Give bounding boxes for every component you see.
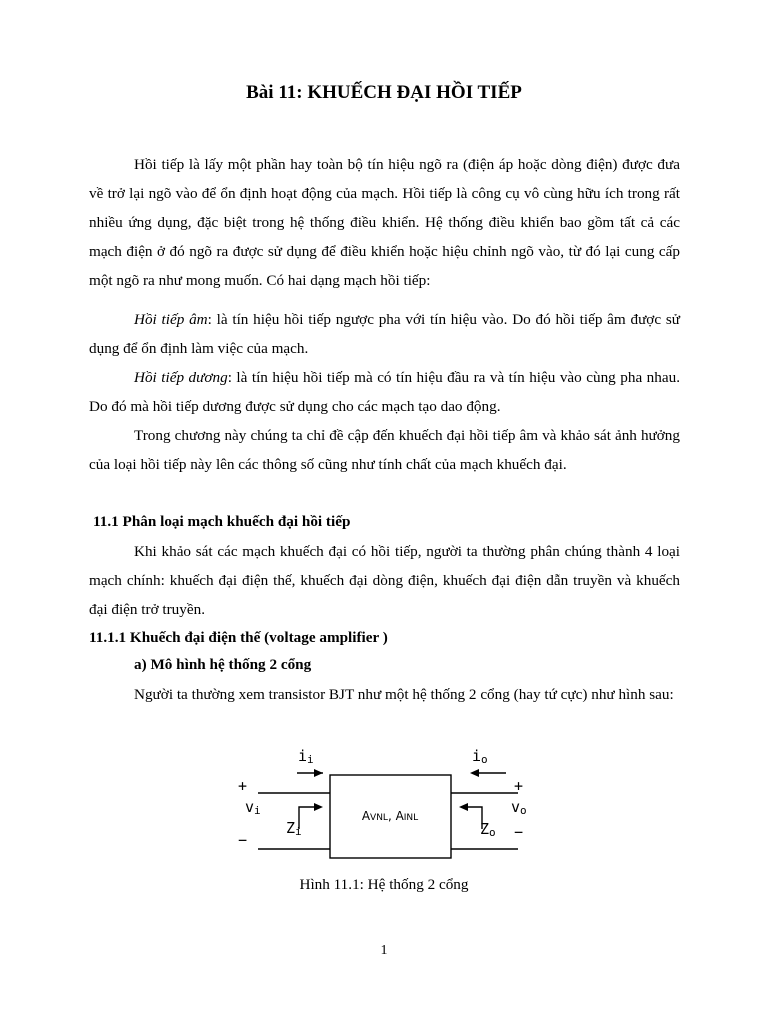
output-current-label: io (472, 747, 488, 766)
page-title: Bài 11: KHUẾCH ĐẠI HỒI TIẾP (246, 82, 522, 103)
positive-feedback-term: Hồi tiếp dương (134, 369, 228, 386)
input-minus-label: − (238, 831, 248, 849)
input-plus-label: + (238, 777, 248, 795)
subsection-heading-a: a) Mô hình hệ thống 2 cổng (134, 656, 312, 673)
output-plus-label: + (514, 777, 524, 795)
input-arrowhead-icon (314, 769, 323, 777)
page-number: 1 (380, 943, 388, 958)
output-impedance-arrowhead-icon (459, 803, 468, 811)
input-current-label: ii (298, 747, 314, 766)
section-11-1-paragraph: Khi khảo sát các mạch khuếch đại có hồi tiếp, người ta thường phân chúng thành 4 loại mạch chính: khuếch đại điện thế, khuếch đại dòng điện, khuếch đại điện dẫn truyền và khuếch đại điện trở truyền. (89, 543, 680, 618)
section-heading-11-1: 11.1 Phân loại mạch khuếch đại hồi tiếp (93, 513, 351, 530)
negative-feedback-text: : là tín hiệu hồi tiếp ngược pha với tín hiệu vào. Do đó hồi tiếp âm được sử dụng để ổn định làm việc của mạch. (89, 311, 680, 357)
intro-paragraph: Hồi tiếp là lấy một phần hay toàn bộ tín hiệu ngõ ra (điện áp hoặc dòng điện) được đưa về trở lại ngõ vào để ổn định hoạt động của mạch. Hồi tiếp là công cụ vô cùng hữu ích trong rất nhiều ứng dụng, đặc biệt trong hệ thống điều khiển. Hệ thống điều khiển bao gồm tất cả các mạch điện ở đó ngõ ra được sử dụng để điều khiển hoặc hiệu chỉnh ngõ vào, từ đó lại cung cấp một ngõ ra như mong muốn. Có hai dạng mạch hồi tiếp: (89, 156, 680, 289)
output-voltage-label: vo (511, 798, 527, 817)
output-minus-label: − (514, 823, 524, 841)
output-arrowhead-icon (470, 769, 479, 777)
figure-caption: Hình 11.1: Hệ thống 2 cổng (299, 876, 469, 893)
section-heading-11-1-1: 11.1.1 Khuếch đại điện thế (voltage amplifier ) (89, 629, 388, 646)
scope-paragraph: Trong chương này chúng ta chỉ đề cập đến khuếch đại hồi tiếp âm và khảo sát ảnh hưởng của loại hồi tiếp này lên các thông số cũng như tính chất của mạch khuếch đại. (89, 427, 680, 473)
section-11-1-1-paragraph: Người ta thường xem transistor BJT như một hệ thống 2 cổng (hay tứ cực) như hình sau: (134, 686, 674, 703)
input-voltage-label: vi (245, 798, 261, 817)
input-impedance-label: Zi (286, 819, 302, 838)
positive-feedback-text: : là tín hiệu hồi tiếp mà có tín hiệu đầu ra và tín hiệu vào cùng pha nhau. Do đó mà hồi tiếp dương được sử dụng cho các mạch tạo dao động. (89, 369, 680, 415)
output-impedance-label: Zo (480, 820, 496, 839)
input-impedance-arrowhead-icon (314, 803, 323, 811)
box-gain-label: AVNL, AINL (361, 809, 419, 823)
negative-feedback-term: Hồi tiếp âm (134, 311, 208, 328)
